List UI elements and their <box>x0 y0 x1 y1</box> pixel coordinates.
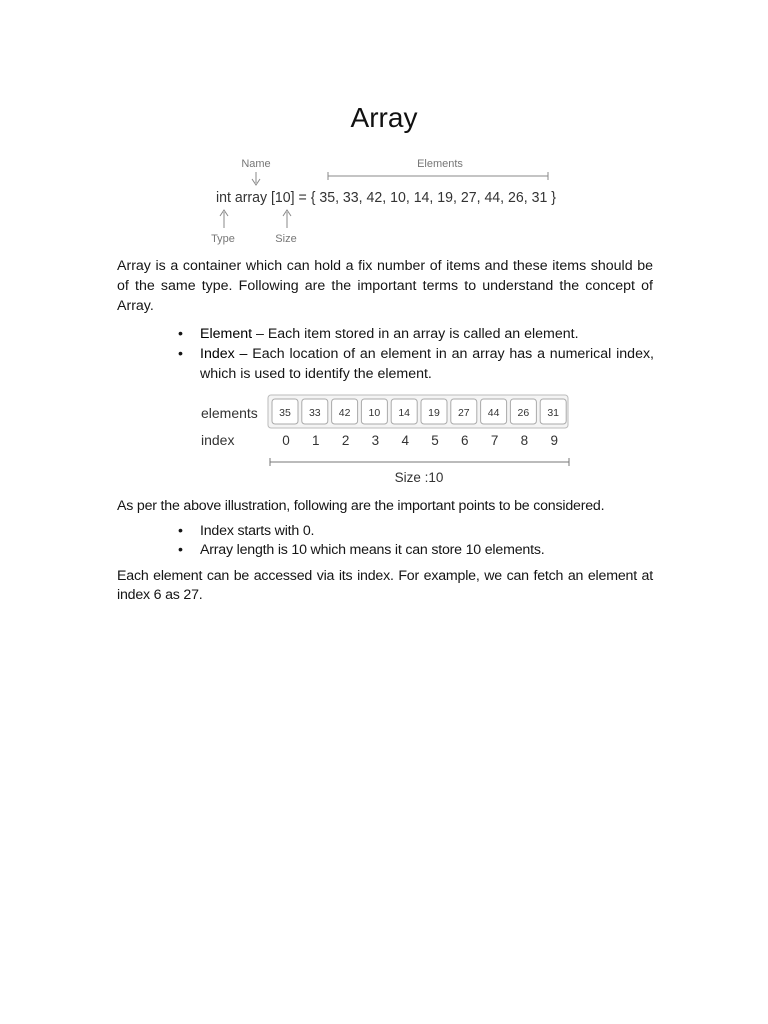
declaration-code: int array [10] = { 35, 33, 42, 10, 14, 19, 27, 44, 26, 31 } <box>216 190 557 206</box>
array-index-value: 6 <box>461 433 469 448</box>
point-text: Array length is 10 which means it can store 10 elements. <box>200 542 545 558</box>
array-cell-value: 33 <box>308 407 321 419</box>
array-index-value: 2 <box>341 433 350 448</box>
terms-list <box>178 324 654 384</box>
intro-paragraph: Array is a container which can hold a fix number of items and these items should be of the same type. Following are the important terms to understand the concept of Array. <box>117 258 653 314</box>
array-cell-value: 35 <box>279 407 291 419</box>
array-cell-value: 19 <box>428 407 440 419</box>
conclusion-paragraph: Each element can be accessed via its index. For example, we can fetch an element at index 6 as 27. <box>117 568 653 603</box>
array-index-value: 4 <box>401 433 409 448</box>
elements-row-label: elements <box>201 405 258 421</box>
bullet-dot-icon: • <box>178 326 183 342</box>
array-cell-value: 27 <box>457 407 470 419</box>
term-name: Index – <box>200 346 248 362</box>
array-index-value: 8 <box>520 433 529 448</box>
elements-label: Elements <box>417 158 463 170</box>
term-description: Each location of an element in an array has a numerical index, which is used to identify the element. <box>200 346 654 382</box>
array-cell-value: 31 <box>547 407 560 419</box>
array-index-value: 1 <box>312 433 320 448</box>
name-label: Name <box>241 158 271 170</box>
array-declaration-diagram <box>200 150 580 250</box>
list-item <box>178 522 654 541</box>
bullet-dot-icon: • <box>178 523 183 539</box>
illustration-paragraph: As per the above illustration, following are the important points to be considered. <box>117 498 605 514</box>
list-item: • Element – Each item stored in an array is called an element. <box>178 326 579 342</box>
index-row-label: index <box>201 432 235 448</box>
array-index-value: 7 <box>490 433 499 448</box>
array-cell-value: 14 <box>398 407 411 419</box>
array-cell-value: 44 <box>487 407 500 419</box>
array-index-value: 3 <box>371 433 380 448</box>
page-title: Array <box>350 102 418 133</box>
size-caption: Size :10 <box>394 470 444 485</box>
points-list <box>178 522 654 560</box>
type-label: Type <box>211 233 235 245</box>
size-label: Size <box>275 233 297 245</box>
bullet-dot-icon: • <box>178 542 183 558</box>
array-index-value: 5 <box>431 433 439 448</box>
bullet-dot-icon: • <box>178 346 183 362</box>
array-cell-value: 26 <box>517 407 530 419</box>
array-index-value: 0 <box>282 433 290 448</box>
array-index-value: 9 <box>550 433 558 448</box>
array-index-diagram <box>196 390 576 490</box>
array-cell-value: 42 <box>338 407 351 419</box>
point-text: Index starts with 0. <box>200 523 315 539</box>
array-cell-value: 10 <box>368 407 381 419</box>
list-item <box>178 541 654 560</box>
term-description: Each item stored in an array is called an element. <box>267 326 579 342</box>
term-name: Element <box>200 326 253 342</box>
list-item <box>178 344 654 384</box>
